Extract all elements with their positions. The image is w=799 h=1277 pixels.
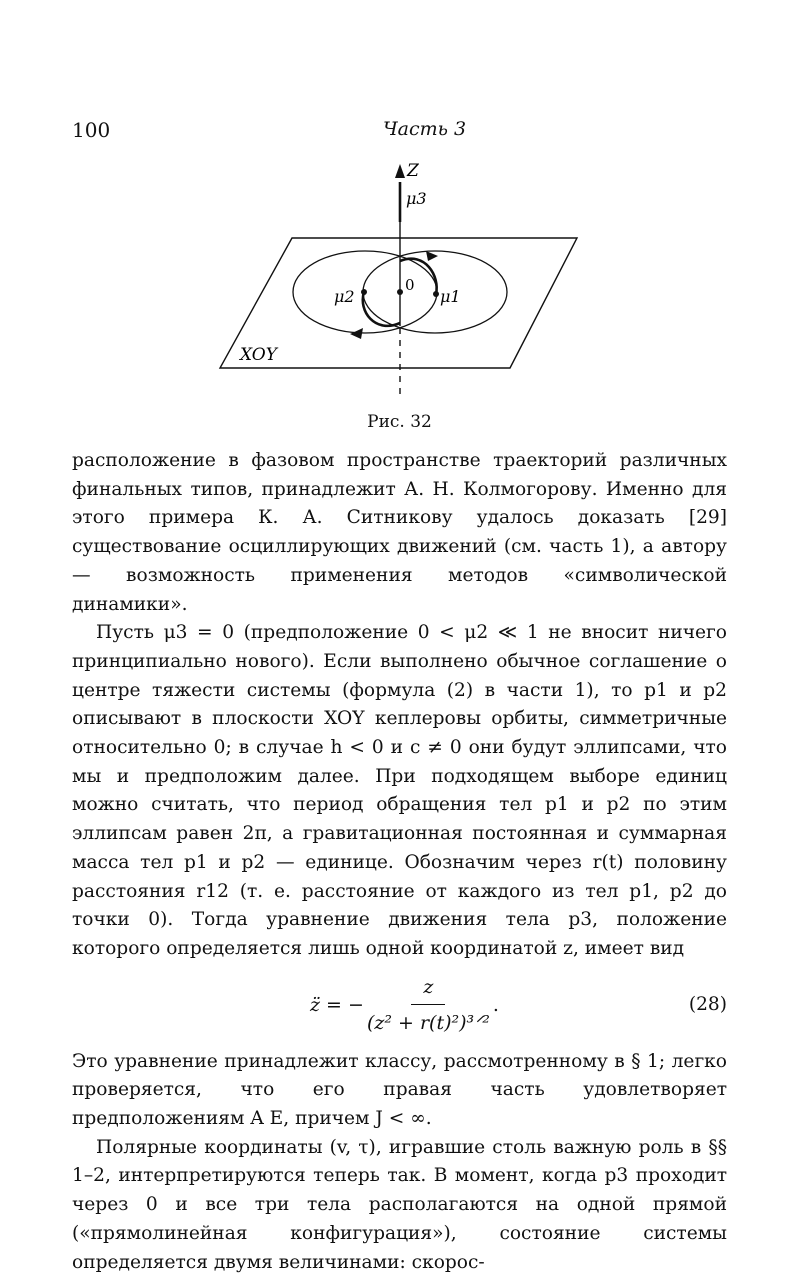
equation-body: [310, 964, 499, 1048]
equation-fraction: [367, 973, 490, 1037]
body-text: [72, 447, 727, 1277]
paragraph-1: расположение в фазовом пространстве траекторий различных финальных типов, принадлежит А. Н. Колмогорову. Именно для этого примера К. А. Ситникову удалось доказать [29] существование осциллирующих движений (см. часть 1), а автору — возможность применения методов «символической динамики».: [72, 450, 727, 615]
paragraph-3: Это уравнение принадлежит классу, рассмотренному в § 1; легко проверяется, что его правая часть удовлетворяет предположениям A E, причем J < ∞.: [72, 1050, 727, 1130]
z-axis-arrowhead: [395, 164, 405, 178]
arrowhead-bottom: [350, 328, 363, 339]
equation-denominator: (z² + r(t)²)³ᐟ²: [366, 1012, 490, 1035]
arrowhead-top: [426, 251, 438, 261]
origin-point: [397, 289, 403, 295]
mu1-point: [433, 291, 439, 297]
origin-label: 0: [405, 276, 415, 294]
equation-lhs: z̈ = −: [310, 994, 364, 1017]
figure-diagram: [200, 156, 600, 406]
running-title: Часть 3: [383, 118, 467, 140]
paragraph-2: Пусть μ3 = 0 (предположение 0 < μ2 ≪ 1 не вносит ничего принципиально нового). Если выполнено обычное соглашение о центре тяжести системы (формула (2) в части 1), то p1 и p2 описывают в плоскости XOY кеплеровы орбиты, симметричные относительно 0; в случае h < 0 и c ≠ 0 они будут эллипсами, что мы и предположим далее. При подходящем выборе единиц можно считать, что период обращения тел p1 и p2 по этим эллипсам равен 2π, а гравитационная постоянная и суммарная масса тел p1 и p2 — единице. Обозначим через r(t) половину расстояния r12 (т. е. расстояние от каждого из тел p1, p2 до точки 0). Тогда уравнение движения тела p3, положение которого определяется лишь одной координатой z, имеет вид: [72, 622, 727, 959]
z-axis-label: Z: [407, 161, 419, 181]
equation-numerator: z: [411, 973, 445, 1005]
figure-32: [200, 156, 600, 406]
mu1-label: μ1: [440, 287, 461, 306]
mu2-point: [361, 289, 367, 295]
paragraph-4: Полярные координаты (v, τ), игравшие столь важную роль в §§ 1–2, интерпретируются теперь так. В момент, когда p3 проходит через 0 и все три тела располагаются на одной прямой («прямолинейная конфигурация»), состояние системы определяется двумя величинами: скорос-: [72, 1136, 727, 1273]
equation-number: (28): [688, 994, 727, 1016]
mu2-label: μ2: [334, 287, 355, 306]
plane-label: XOY: [240, 345, 277, 365]
equation-trailing: .: [492, 994, 499, 1017]
page-number: 100: [72, 118, 111, 142]
equation-28: [72, 964, 727, 1048]
mu3-label: μ3: [406, 189, 427, 208]
figure-caption: Рис. 32: [367, 412, 432, 432]
